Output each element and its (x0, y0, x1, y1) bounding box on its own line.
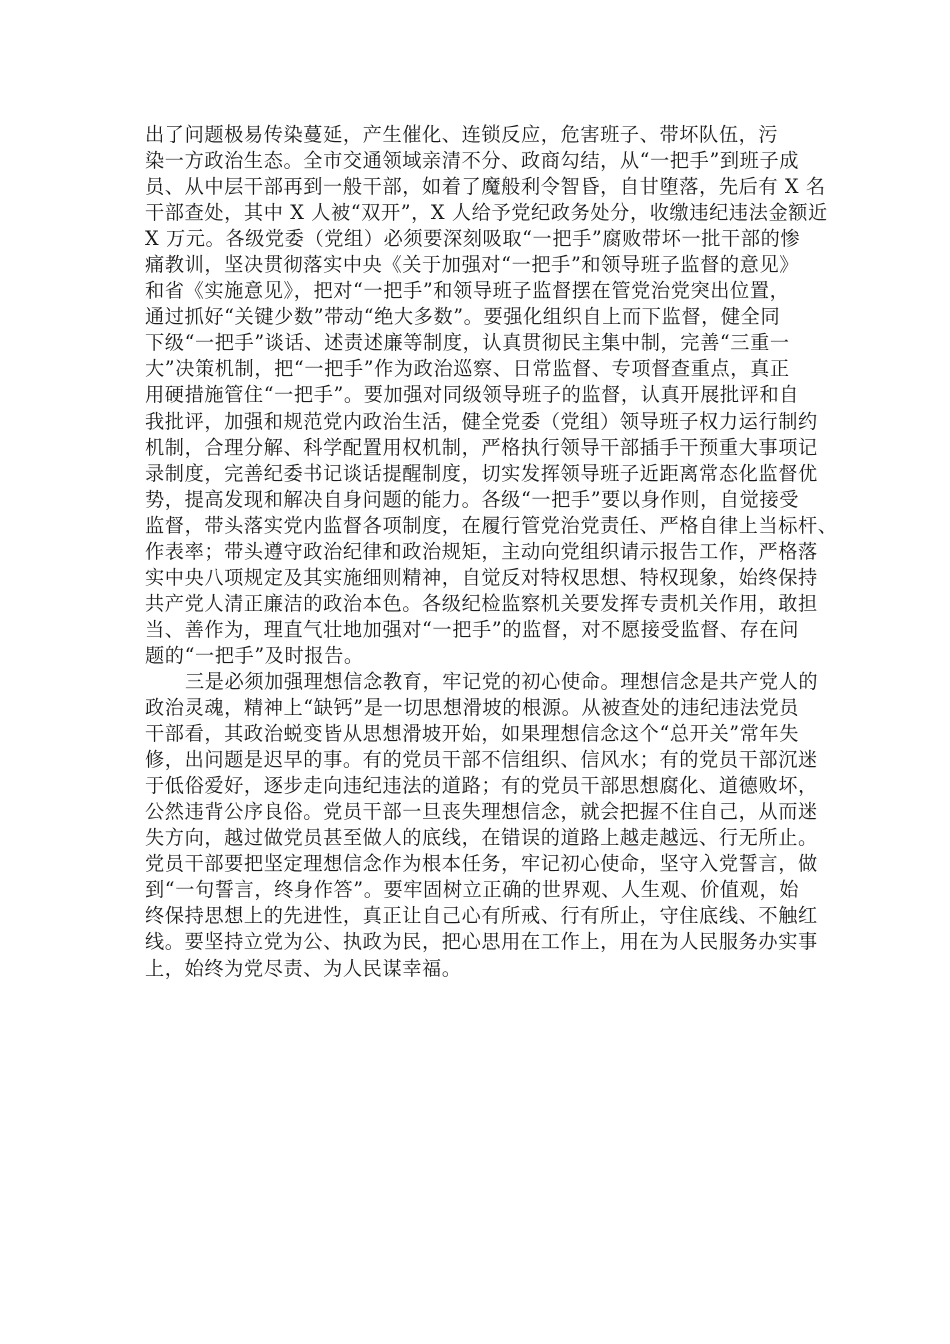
body-text (145, 122, 838, 982)
text-line: 用硬措施管住“一把手”。要加强对同级领导班子的监督，认真开展批评和自 (145, 383, 800, 407)
text-line: 终保持思想上的先进性，真正让自己心有所戒、行有所止，守住底线、不触红 (145, 904, 818, 928)
text-line: 干部查处，其中 X 人被“双开”，X 人给予党纪政务处分，收缴违纪违法金额近 (145, 201, 828, 225)
text-line: 势，提高发现和解决自身问题的能力。各级“一把手”要以身作则，自觉接受 (145, 487, 800, 511)
text-line: 监督，带头落实党内监督各项制度，在履行管党治党责任、严格自律上当标杆、 (145, 513, 838, 537)
text-line: 出了问题极易传染蔓延，产生催化、连锁反应，危害班子、带坏队伍，污 (145, 123, 779, 146)
text-line: 于低俗爱好，逐步走向违纪违法的道路；有的党员干部思想腐化、道德败坏， (145, 774, 818, 798)
text-line: 染一方政治生态。全市交通领域亲清不分、政商勾结，从“一把手”到班子成 (145, 149, 800, 173)
text-line: 和省《实施意见》，把对“一把手”和领导班子监督摆在管党治党突出位置， (145, 279, 790, 303)
text-line: 共产党人清正廉洁的政治本色。各级纪检监察机关要发挥专责机关作用，敢担 (145, 591, 818, 615)
text-line: 痛教训，坚决贯彻落实中央《关于加强对“一把手”和领导班子监督的意见》 (145, 253, 800, 277)
text-line: 干部看，其政治蜕变皆从思想滑坡开始，如果理想信念这个“总开关”常年失 (145, 722, 800, 746)
text-line: 下级“一把手”谈话、述责述廉等制度，认真贯彻民主集中制，完善“三重一 (145, 331, 790, 355)
text-line: 作表率；带头遵守政治纪律和政治规矩，主动向党组织请示报告工作，严格落 (145, 539, 818, 563)
text-line: 失方向，越过做党员甚至做人的底线，在错误的道路上越走越远、行无所止。 (145, 826, 818, 850)
paragraph-2 (145, 669, 819, 982)
text-line: 实中央八项规定及其实施细则精神，自觉反对特权思想、特权现象，始终保持 (145, 565, 818, 589)
text-line: 录制度，完善纪委书记谈话提醒制度，切实发挥领导班子近距离常态化监督优 (145, 461, 818, 485)
text-line: 公然违背公序良俗。党员干部一旦丧失理想信念，就会把握不住自己，从而迷 (145, 800, 818, 824)
text-line: 大”决策机制，把“一把手”作为政治巡察、日常监督、专项督查重点，真正 (145, 357, 790, 381)
text-line: 修，出问题是迟早的事。有的党员干部不信组织、信风水；有的党员干部沉迷 (145, 748, 818, 772)
text-line: 线。要坚持立党为公、执政为民，把心思用在工作上，用在为人民服务办实事 (145, 930, 818, 954)
text-line: 到“一句誓言，终身作答”。要牢固树立正确的世界观、人生观、价值观，始 (145, 878, 800, 902)
text-line: X 万元。各级党委（党组）必须要深刻吸取“一把手”腐败带坏一批干部的惨 (145, 227, 801, 251)
text-line: 员、从中层干部再到一般干部，如着了魔般利令智昏，自甘堕落，先后有 X 名 (145, 175, 826, 199)
text-line: 三是必须加强理想信念教育，牢记党的初心使命。理想信念是共产党人的 (185, 669, 819, 693)
paragraph-1 (145, 122, 838, 669)
text-line: 上，始终为党尽责、为人民谋幸福。 (145, 956, 462, 980)
text-line: 题的“一把手”及时报告。 (145, 643, 364, 667)
text-line: 机制，合理分解、科学配置用权机制，严格执行领导干部插手干预重大事项记 (145, 435, 818, 459)
text-line: 政治灵魂，精神上“缺钙”是一切思想滑坡的根源。从被查处的违纪违法党员 (145, 696, 800, 720)
text-line: 通过抓好“关键少数”带动“绝大多数”。要强化组织自上而下监督，健全同 (145, 305, 781, 329)
text-line: 党员干部要把坚定理想信念作为根本任务，牢记初心使命，坚守入党誓言，做 (145, 852, 818, 876)
text-line: 当、善作为，理直气壮地加强对“一把手”的监督，对不愿接受监督、存在问 (145, 617, 800, 641)
text-line: 我批评，加强和规范党内政治生活，健全党委（党组）领导班子权力运行制约 (145, 409, 818, 433)
